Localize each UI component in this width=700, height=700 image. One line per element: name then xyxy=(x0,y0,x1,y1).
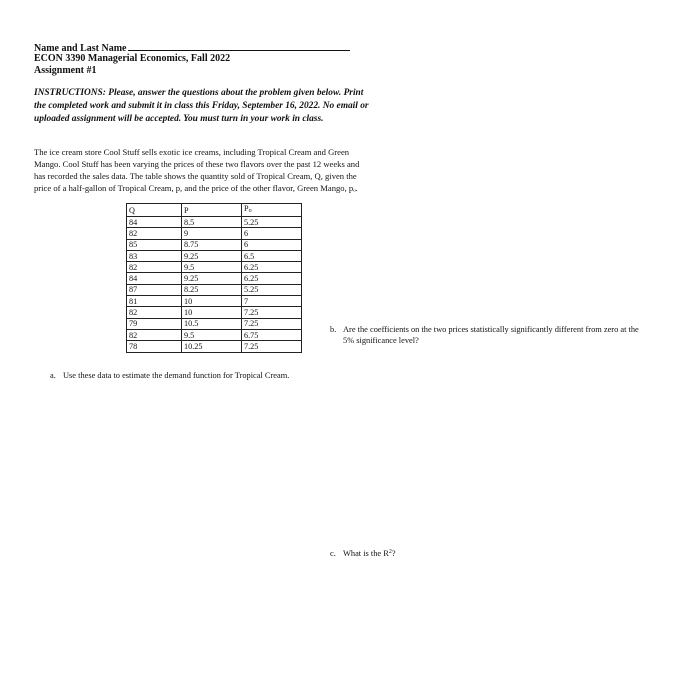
table-row xyxy=(127,217,302,228)
cell-q: 82 xyxy=(127,228,182,239)
table-row xyxy=(127,307,302,318)
question-a-label: a. xyxy=(50,371,56,380)
cell-q: 84 xyxy=(127,217,182,228)
cell-po: 6 xyxy=(242,228,302,239)
cell-p: 10 xyxy=(182,307,242,318)
cell-p: 8.5 xyxy=(182,217,242,228)
table-row xyxy=(127,296,302,307)
cell-p: 9.5 xyxy=(182,262,242,273)
cell-po: 6.25 xyxy=(242,273,302,284)
cell-q: 87 xyxy=(127,284,182,295)
table-row xyxy=(127,239,302,250)
table-header-row xyxy=(127,204,302,217)
header-p: P xyxy=(182,204,242,217)
question-c-end: ? xyxy=(391,549,396,558)
cell-p: 10.25 xyxy=(182,341,242,352)
cell-po: 7 xyxy=(242,296,302,307)
question-b xyxy=(330,324,680,346)
table-row xyxy=(127,284,302,295)
header-po xyxy=(242,204,302,217)
cell-po: 5.25 xyxy=(242,217,302,228)
cell-q: 82 xyxy=(127,307,182,318)
cell-po: 7.25 xyxy=(242,341,302,352)
course-title: ECON 3390 Managerial Economics, Fall 2022 xyxy=(34,53,231,64)
cell-q: 85 xyxy=(127,239,182,250)
name-blank-line xyxy=(128,41,350,51)
question-c xyxy=(330,547,396,559)
header-po-sub: o xyxy=(248,208,252,214)
cell-p: 9.5 xyxy=(182,329,242,340)
question-b-text-line2: 5% significance level? xyxy=(343,336,419,345)
cell-p: 9.25 xyxy=(182,273,242,284)
cell-q: 84 xyxy=(127,273,182,284)
cell-p: 9 xyxy=(182,228,242,239)
cell-po: 6 xyxy=(242,239,302,250)
cell-p: 8.75 xyxy=(182,239,242,250)
question-a xyxy=(50,370,289,381)
cell-po: 7.25 xyxy=(242,307,302,318)
cell-q: 78 xyxy=(127,341,182,352)
instructions-paragraph: INSTRUCTIONS: Please, answer the questions about the problem given below. Print the completed work and submit it in class this Friday, September 16, 2022. No email or uploaded assignment will be accepted. You must turn in your work in class. xyxy=(34,88,369,124)
table-row xyxy=(127,250,302,261)
cell-po: 6.75 xyxy=(242,329,302,340)
cell-q: 82 xyxy=(127,262,182,273)
table-row xyxy=(127,273,302,284)
question-a-text: Use these data to estimate the demand function for Tropical Cream. xyxy=(63,371,290,380)
header-q: Q xyxy=(127,204,182,217)
cell-q: 83 xyxy=(127,250,182,261)
name-label-text: Name and Last Name xyxy=(34,43,127,54)
cell-p: 8.25 xyxy=(182,284,242,295)
cell-p: 9.25 xyxy=(182,250,242,261)
cell-q: 82 xyxy=(127,329,182,340)
header-po-main: P xyxy=(244,204,249,213)
table-row xyxy=(127,262,302,273)
question-b-text-line1: Are the coefficients on the two prices statistically significantly different from zero at the xyxy=(343,325,639,334)
cell-p: 10.5 xyxy=(182,318,242,329)
cell-po: 5.25 xyxy=(242,284,302,295)
sales-data-table xyxy=(126,203,302,353)
cell-q: 79 xyxy=(127,318,182,329)
cell-q: 81 xyxy=(127,296,182,307)
question-c-superscript: 2 xyxy=(388,549,392,555)
cell-po: 6.5 xyxy=(242,250,302,261)
assignment-title: Assignment #1 xyxy=(34,65,97,76)
cell-po: 6.25 xyxy=(242,262,302,273)
question-b-label: b. xyxy=(330,325,337,334)
question-c-label: c. xyxy=(330,549,336,558)
cell-p: 10 xyxy=(182,296,242,307)
table-row xyxy=(127,341,302,352)
table-row xyxy=(127,329,302,340)
problem-paragraph: The ice cream store Cool Stuff sells exotic ice creams, including Tropical Cream and Green Mango. Cool Stuff has been varying the prices of these two flavors over the past 12 weeks and has recorded the sales data. The table shows the quantity sold of Tropical Cream, Q, given the price of a half-gallon of Tropical Cream, p, and the price of the other flavor, Green Mango, pₒ. xyxy=(34,147,360,193)
table-row xyxy=(127,318,302,329)
question-c-text: What is the R xyxy=(343,549,389,558)
cell-po: 7.25 xyxy=(242,318,302,329)
table-row xyxy=(127,228,302,239)
